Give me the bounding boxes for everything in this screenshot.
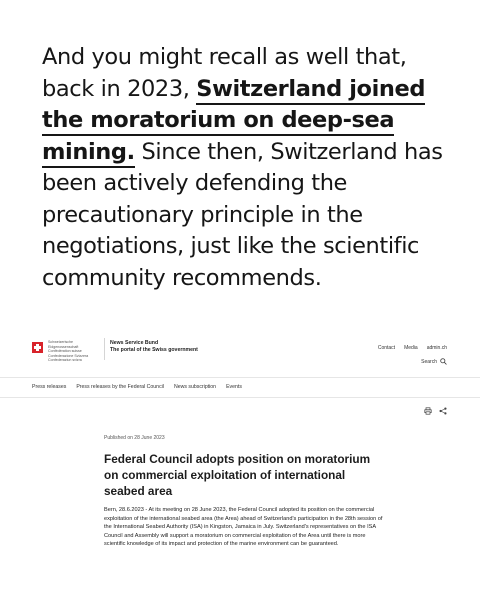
nav-item-federal-council[interactable]: Press releases by the Federal Council: [76, 384, 164, 390]
nav-divider: [0, 377, 480, 378]
print-icon[interactable]: [424, 407, 432, 415]
page-tools: [424, 407, 447, 415]
quote-part-2: Since then, Switzerland has been actively defending the precautionary principle in the negotiations, just like the scientific community recommends.: [42, 138, 443, 291]
site-header: [0, 330, 480, 375]
confederation-logo[interactable]: [32, 340, 96, 363]
confederation-line: Confederaziun svizra: [48, 358, 82, 363]
nav-item-press-releases[interactable]: Press releases: [32, 384, 67, 390]
news-page-screenshot: [0, 330, 480, 600]
top-link-contact[interactable]: Contact: [377, 345, 396, 351]
confederation-line: Confederazione Svizzera: [48, 353, 89, 358]
top-link-admin[interactable]: admin.ch: [426, 345, 447, 351]
confederation-names: [48, 340, 96, 363]
search-button[interactable]: [421, 358, 447, 365]
confederation-line: Schweizerische Eidgenossenschaft: [48, 340, 79, 349]
site-subtitle: The portal of the Swiss government: [110, 347, 198, 353]
site-title[interactable]: [110, 340, 198, 354]
search-icon: [440, 358, 447, 365]
nav-divider-bottom: [0, 397, 480, 398]
swiss-flag-icon: [32, 342, 43, 353]
top-links: [378, 345, 447, 351]
main-nav: [32, 384, 242, 390]
quote-highlight-link[interactable]: Switzerland joined the moratorium on deep-sea mining.: [42, 76, 425, 168]
quote-part-1: And you might recall as well that, back in 2023,: [42, 44, 407, 102]
article-body: Bern, 28.6.2023 - At its meeting on 28 June 2023, the Federal Council adopted its position on the commercial exploitation of the international seabed area (the Area) ahead of Switzerland's participation in the 28th session of the International Seabed Authority (ISA) in Kingston, Jamaica in July. Switzerland's representatives on the ISA Council and Assembly will support a moratorium on commercial exploitation of the Area until there is more scientific knowledge of its impact and protection of the marine environment can be guaranteed.: [104, 507, 383, 548]
top-link-media[interactable]: Media: [404, 345, 418, 351]
share-icon[interactable]: [439, 407, 447, 415]
search-label: Search: [421, 358, 437, 365]
published-date: Published on 28 June 2023: [104, 435, 165, 441]
site-title-text: News Service Bund: [110, 340, 159, 346]
nav-item-news-subscription[interactable]: News subscription: [173, 384, 217, 390]
nav-item-events[interactable]: Events: [226, 384, 242, 390]
quote-text: [42, 42, 452, 294]
confederation-line: Confédération suisse: [48, 349, 82, 354]
header-divider: [104, 338, 105, 360]
article-title: Federal Council adopts position on moratorium on commercial exploitation of international seabed area: [104, 452, 371, 498]
